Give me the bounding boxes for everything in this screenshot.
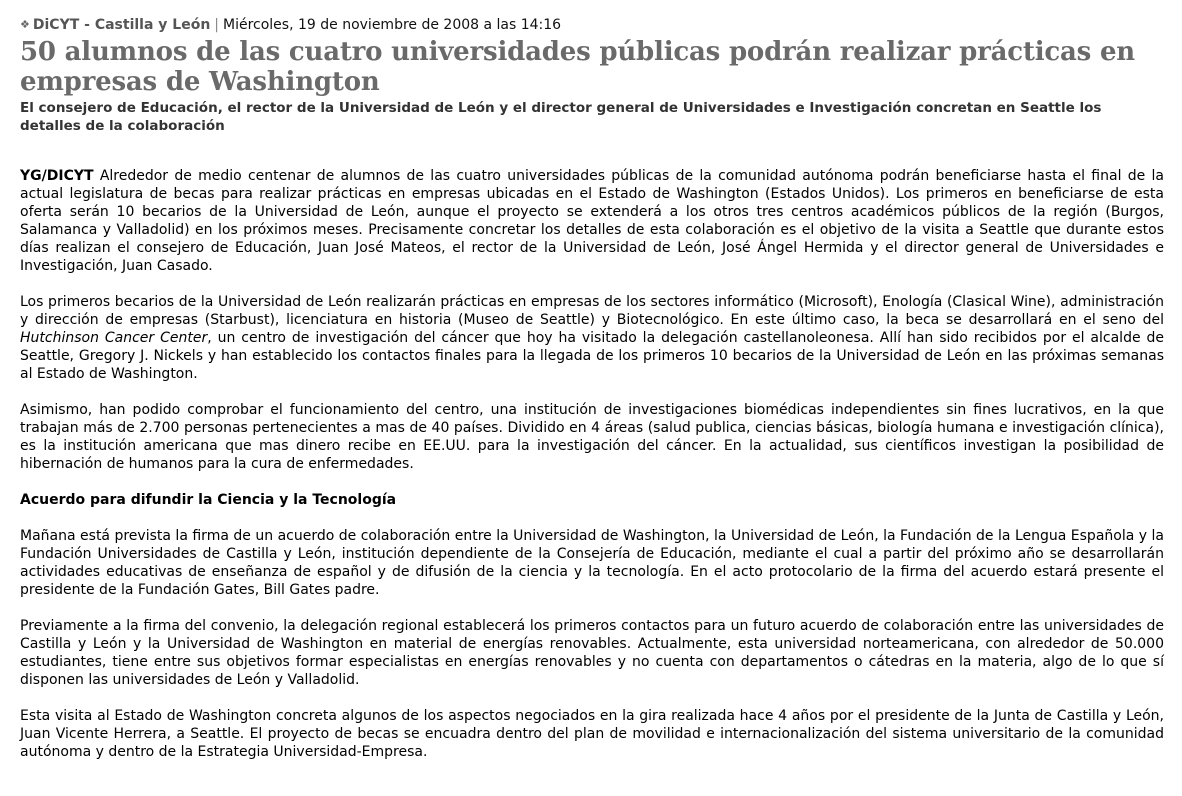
- paragraph-2-part-a: Los primeros becarios de la Universidad de León realizarán prácticas en empresas de los sectores informático (Microsoft), Enología (Clasical Wine), administración y dirección de empresas (Starbust), licenciatura en historia (Museo de Seattle) y Biotecnológico. En este último caso, la beca se desarrollará en el seno del: [20, 294, 1164, 328]
- paragraph-1: [20, 167, 1164, 275]
- paragraph-2-emphasis: Hutchinson Cancer Center: [20, 330, 208, 346]
- article-subtitle: El consejero de Educación, el rector de la Universidad de León y el director general de Universidades e Investigación concretan en Seattle los detalles de la colaboración: [20, 100, 1102, 134]
- publish-date: Miércoles, 19 de noviembre de 2008 a las 14:16: [223, 17, 562, 33]
- document-icon: ❖: [20, 18, 30, 31]
- paragraph-6: Esta visita al Estado de Washington concreta algunos de los aspectos negociados en la gira realizada hace 4 años por el presidente de la Junta de Castilla y León, Juan Vicente Herrera, a Seattle. El proyecto de becas se encuadra dentro del plan de movilidad e internacionalización del sistema universitario de la comunidad autónoma y dentro de la Estrategia Universidad-Empresa.: [20, 708, 1164, 760]
- paragraph-3: Asimismo, han podido comprobar el funcionamiento del centro, una institución de investigaciones biomédicas independientes sin fines lucrativos, en la que trabajan más de 2.700 personas pertenecientes a mas de 40 países. Dividido en 4 áreas (salud publica, ciencias básicas, biología humana e investigación clínica), es la institución americana que mas dinero recibe en EE.UU. para la investigación del cáncer. En la actualidad, sus científicos investigan la posibilidad de hibernación de humanos para la cura de enfermedades.: [20, 402, 1164, 472]
- paragraph-4: Mañana está prevista la firma de un acuerdo de colaboración entre la Universidad de Washington, la Universidad de León, la Fundación de la Lengua Española y la Fundación Universidades de Castilla y León, institución dependiente de la Consejería de Educación, mediante el cual a partir del próximo año se desarrollarán actividades educativas de enseñanza de español y de difusión de la ciencia y la tecnología. En el acto protocolario de la firma del acuerdo estará presente el presidente de la Fundación Gates, Bill Gates padre.: [20, 528, 1164, 598]
- article-page: [20, 16, 1164, 761]
- meta-separator: |: [214, 17, 219, 33]
- source-label: DiCYT - Castilla y León: [32, 17, 211, 33]
- section-heading: Acuerdo para difundir la Ciencia y la Tecnología: [20, 492, 397, 508]
- article-body: [20, 167, 1164, 761]
- paragraph-1-text: Alrededor de medio centenar de alumnos de las cuatro universidades públicas de la comunidad autónoma podrán beneficiarse hasta el final de la actual legislatura de becas para realizar prácticas en empresas ubicadas en el Estado de Washington (Estados Unidos). Los primeros en beneficiarse de esta oferta serán 10 becarios de la Universidad de León, aunque el proyecto se extenderá a los otros tres centros académicos públicos de la región (Burgos, Salamanca y Valladolid) en los próximos meses. Precisamente concretar los detalles de esta colaboración es el objetivo de la visita a Seattle que durante estos días realizan el consejero de Educación, Juan José Mateos, el rector de la Universidad de León, José Ángel Hermida y el director general de Universidades e Investigación, Juan Casado.: [20, 168, 1164, 274]
- byline: YG/DICYT: [20, 168, 94, 184]
- paragraph-2: [20, 293, 1164, 383]
- paragraph-5: Previamente a la firma del convenio, la delegación regional establecerá los primeros contactos para un futuro acuerdo de colaboración entre las universidades de Castilla y León y la Universidad de Washington en material de energías renovables. Actualmente, esta universidad norteamericana, con alrededor de 50.000 estudiantes, tiene entre sus objetivos formar especialistas en energías renovables y no cuenta con departamentos o cátedras en la materia, algo de lo que sí disponen las universidades de León y Valladolid.: [20, 618, 1164, 688]
- article-title: 50 alumnos de las cuatro universidades públicas podrán realizar prácticas en empresas de Washington: [20, 37, 1136, 97]
- article-meta: [20, 16, 1164, 34]
- paragraph-2-part-b: , un centro de investigación del cáncer que hoy ha visitado la delegación castellanoleonesa. Allí han sido recibidos por el alcalde de Seattle, Gregory J. Nickels y han establecido los contactos finales para la llegada de los primeros 10 becarios de la Universidad de León en las próximas semanas al Estado de Washington.: [20, 330, 1164, 382]
